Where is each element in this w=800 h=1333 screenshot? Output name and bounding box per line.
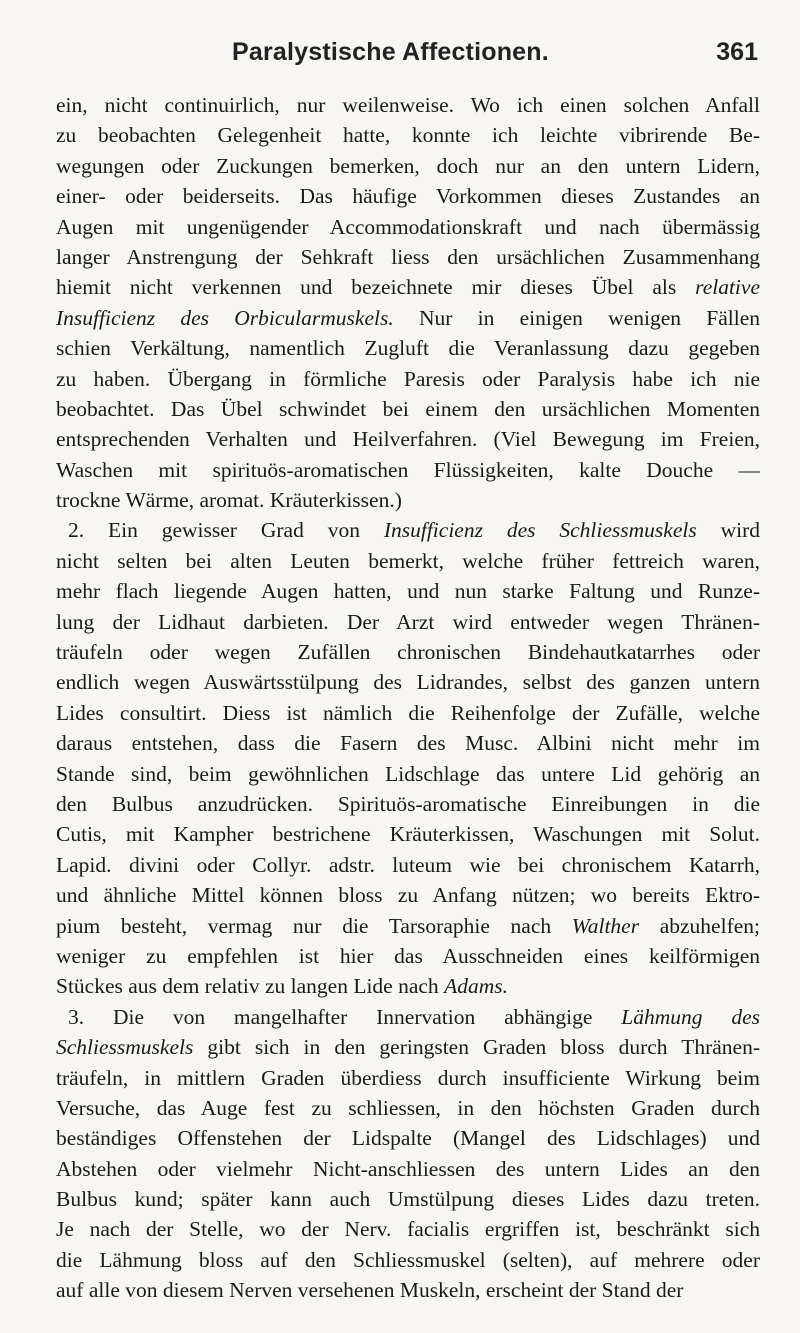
text-segment: träufeln oder wegen Zufällen chronischen Bindehautkatarrhes oder xyxy=(56,640,760,665)
text-line xyxy=(56,546,760,576)
text-segment: 3. Die von mangelhafter Innervation abhängige xyxy=(68,1004,622,1029)
text-line xyxy=(56,272,760,302)
body-text xyxy=(56,90,760,1306)
text-segment: zu haben. Übergang in förmliche Paresis oder Paralysis habe ich nie xyxy=(56,366,760,391)
text-line xyxy=(56,1093,760,1123)
text-segment: abzuhelfen; xyxy=(639,913,760,938)
text-line xyxy=(56,971,760,1001)
text-segment: Nur in einigen wenigen Fällen xyxy=(393,305,760,330)
text-segment: 2. Ein gewisser Grad von xyxy=(68,518,384,543)
text-segment: nicht selten bei alten Leuten bemerkt, welche früher fettreich waren, xyxy=(56,548,760,573)
text-line xyxy=(56,728,760,758)
text-segment: Waschen mit spirituös-aromatischen Flüssigkeiten, kalte Douche — xyxy=(56,457,760,482)
text-line xyxy=(56,667,760,697)
text-segment: träufeln, in mittlern Graden überdiess durch insufficiente Wirkung beim xyxy=(56,1065,760,1090)
text-segment: Je nach der Stelle, wo der Nerv. facialis ergriffen ist, beschränkt sich xyxy=(56,1217,760,1242)
text-line xyxy=(56,242,760,272)
text-segment: den Bulbus anzudrücken. Spirituös-aromatische Einreibungen in die xyxy=(56,791,760,816)
text-line xyxy=(56,637,760,667)
text-segment: entsprechenden Verhalten und Heilverfahren. (Viel Bewegung im Freien, xyxy=(56,427,760,452)
text-segment: Abstehen oder vielmehr Nicht-anschliessen des untern Lides an den xyxy=(56,1156,760,1181)
page-header xyxy=(0,38,800,78)
text-segment: Stückes aus dem relativ zu langen Lide nach xyxy=(56,974,445,999)
text-line xyxy=(56,424,760,454)
text-segment: auf alle von diesem Nerven versehenen Muskeln, erscheint der Stand der xyxy=(56,1278,684,1303)
page-number: 361 xyxy=(716,38,758,66)
text-segment: pium besteht, vermag nur die Tarsoraphie nach xyxy=(56,913,572,938)
text-line xyxy=(56,394,760,424)
italic-text: Lähmung des xyxy=(621,1004,760,1029)
text-segment: beständiges Offenstehen der Lidspalte (Mangel des Lidschlages) und xyxy=(56,1126,760,1151)
text-segment: und ähnliche Mittel können bloss zu Anfang nützen; wo bereits Ektro- xyxy=(56,883,760,908)
text-line xyxy=(56,1275,760,1305)
text-segment: daraus entstehen, dass die Fasern des Musc. Albini nicht mehr im xyxy=(56,731,760,756)
text-segment: trockne Wärme, aromat. Kräuterkissen.) xyxy=(56,488,402,513)
text-segment: wegungen oder Zuckungen bemerken, doch nur an den untern Lidern, xyxy=(56,153,760,178)
text-line xyxy=(56,1002,760,1032)
text-segment: Versuche, das Auge fest zu schliessen, in den höchsten Graden durch xyxy=(56,1095,760,1120)
italic-text: relative xyxy=(695,275,760,300)
text-segment: ein, nicht continuirlich, nur weilenweise. Wo ich einen solchen Anfall xyxy=(56,93,760,117)
text-line xyxy=(56,698,760,728)
text-segment: lung der Lidhaut darbieten. Der Arzt wird entweder wegen Thränen- xyxy=(56,609,760,634)
text-line xyxy=(56,850,760,880)
text-line xyxy=(56,911,760,941)
text-line xyxy=(56,90,760,120)
text-line xyxy=(56,485,760,515)
text-line xyxy=(56,1154,760,1184)
text-segment: die Lähmung bloss auf den Schliessmuskel (selten), auf mehrere oder xyxy=(56,1247,760,1272)
text-line xyxy=(56,151,760,181)
text-segment: hiemit nicht verkennen und bezeichnete mir dieses Übel als xyxy=(56,275,696,300)
text-line xyxy=(56,759,760,789)
text-line xyxy=(56,607,760,637)
text-line xyxy=(56,333,760,363)
running-title: Paralystische Affectionen. xyxy=(232,38,549,66)
text-segment: mehr flach liegende Augen hatten, und nun starke Faltung und Runze- xyxy=(56,579,760,604)
text-segment: gibt sich in den geringsten Graden bloss durch Thränen- xyxy=(193,1035,760,1060)
text-segment: einer- oder beiderseits. Das häufige Vorkommen dieses Zustandes an xyxy=(56,184,760,209)
text-line xyxy=(56,1063,760,1093)
italic-text: Schliessmuskels xyxy=(56,1035,194,1060)
text-line xyxy=(56,1184,760,1214)
text-segment: Augen mit ungenügender Accommodationskraft und nach übermässig xyxy=(56,214,760,239)
italic-text: Insufficienz des Orbicularmuskels. xyxy=(56,305,394,330)
text-segment: schien Verkältung, namentlich Zugluft die Veranlassung dazu gegeben xyxy=(56,336,760,361)
text-line xyxy=(56,819,760,849)
text-line xyxy=(56,1214,760,1244)
text-segment: Bulbus kund; später kann auch Umstülpung dieses Lides dazu treten. xyxy=(56,1187,760,1212)
text-line xyxy=(56,455,760,485)
text-line xyxy=(56,181,760,211)
text-line xyxy=(56,515,760,545)
text-segment: Stande sind, beim gewöhnlichen Lidschlage das untere Lid gehörig an xyxy=(56,761,760,786)
text-line xyxy=(56,212,760,242)
italic-text: Insufficienz des Schliessmuskels xyxy=(383,518,697,543)
text-segment: Cutis, mit Kampher bestrichene Kräuterkissen, Waschungen mit Solut. xyxy=(56,822,760,847)
text-line xyxy=(56,941,760,971)
text-line xyxy=(56,1245,760,1275)
text-segment: zu beobachten Gelegenheit hatte, konnte ich leichte vibrirende Be- xyxy=(56,123,760,148)
text-segment: Lides consultirt. Diess ist nämlich die Reihenfolge der Zufälle, welche xyxy=(56,700,760,725)
text-segment: wird xyxy=(696,518,760,543)
text-segment: beobachtet. Das Übel schwindet bei einem den ursächlichen Momenten xyxy=(56,396,760,421)
text-line xyxy=(56,1032,760,1062)
text-line xyxy=(56,789,760,819)
text-segment: langer Anstrengung der Sehkraft liess den ursächlichen Zusammenhang xyxy=(56,244,760,269)
text-line xyxy=(56,364,760,394)
text-segment: endlich wegen Auswärtsstülpung des Lidrandes, selbst des ganzen untern xyxy=(56,670,760,695)
text-line xyxy=(56,303,760,333)
italic-text: Adams. xyxy=(444,974,508,999)
text-line xyxy=(56,576,760,606)
text-line xyxy=(56,120,760,150)
text-segment: Lapid. divini oder Collyr. adstr. luteum wie bei chronischem Katarrh, xyxy=(56,852,760,877)
text-line xyxy=(56,880,760,910)
text-line xyxy=(56,1123,760,1153)
text-segment: weniger zu empfehlen ist hier das Ausschneiden eines keilförmigen xyxy=(56,943,760,968)
italic-text: Walther xyxy=(571,913,640,938)
